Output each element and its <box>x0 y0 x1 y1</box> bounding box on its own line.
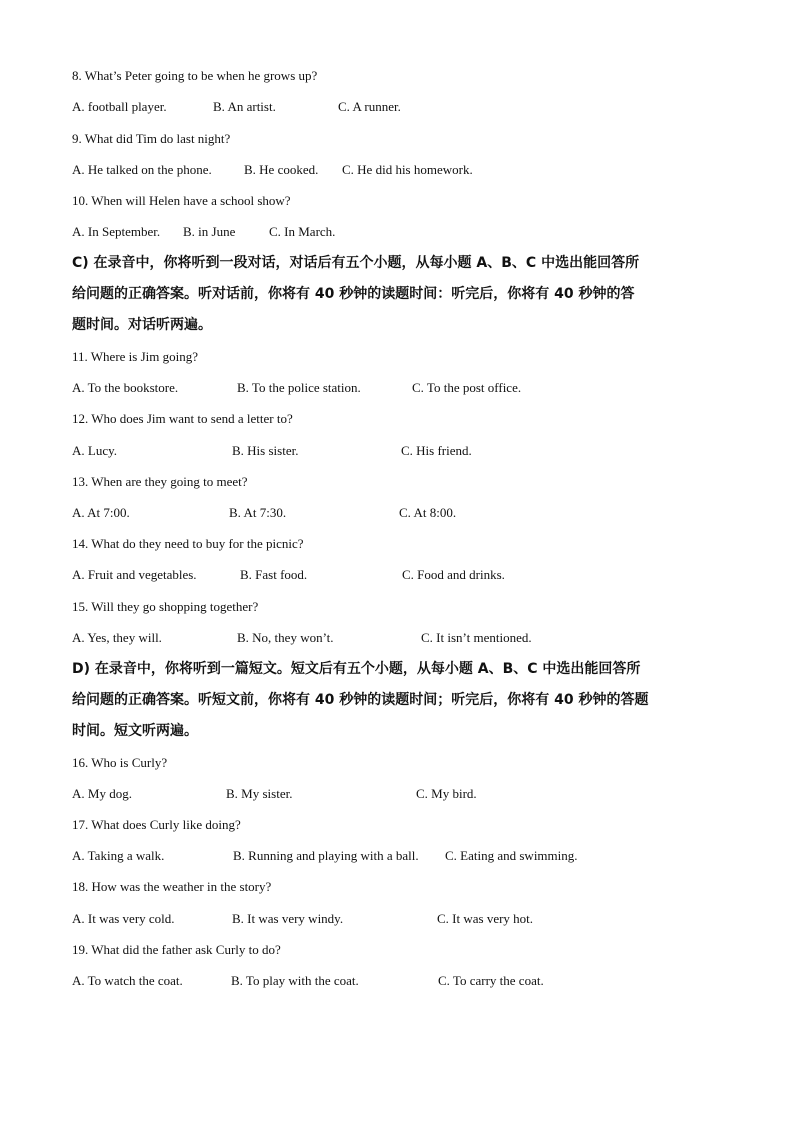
question-16: 16. Who is Curly? <box>72 755 168 770</box>
section-d-line-2: 给问题的正确答案。听短文前，你将有 40 秒钟的读题时间；听完后，你将有 40 秒钟的答题 <box>72 692 649 708</box>
section-c-instructions <box>72 248 722 341</box>
option-a: A. Taking a walk. <box>72 848 165 863</box>
section-c-line-3: 题时间。对话听两遍。 <box>72 317 212 333</box>
option-a: A. To watch the coat. <box>72 973 183 988</box>
option-a: A. At 7:00. <box>72 505 130 520</box>
option-b: B. It was very windy. <box>232 911 344 926</box>
option-b: B. in June <box>183 224 236 239</box>
question-17: 17. What does Curly like doing? <box>72 817 241 832</box>
option-c: C. In March. <box>269 224 336 239</box>
option-c: C. A runner. <box>338 99 401 114</box>
option-a: A. My dog. <box>72 786 132 801</box>
option-a: A. To the bookstore. <box>72 380 179 395</box>
option-a: A. Fruit and vegetables. <box>72 567 197 582</box>
option-b: B. To play with the coat. <box>231 973 359 988</box>
option-c: C. My bird. <box>416 786 477 801</box>
section-c-line-1: C) 在录音中，你将听到一段对话，对话后有五个小题，从每小题 A、B、C 中选出能回答所 <box>72 255 640 271</box>
option-a: A. It was very cold. <box>72 911 175 926</box>
option-c: C. At 8:00. <box>399 505 457 520</box>
section-d-line-1: D) 在录音中，你将听到一篇短文。短文后有五个小题，从每小题 A、B、C 中选出能回答所 <box>72 661 641 677</box>
question-10: 10. When will Helen have a school show? <box>72 193 291 208</box>
question-14: 14. What do they need to buy for the picnic? <box>72 536 304 551</box>
option-b: B. His sister. <box>232 443 299 458</box>
option-b: B. To the police station. <box>237 380 361 395</box>
option-b: B. Fast food. <box>240 567 308 582</box>
option-b: B. Running and playing with a ball. <box>233 848 419 863</box>
option-b: B. He cooked. <box>244 162 319 177</box>
question-11: 11. Where is Jim going? <box>72 349 199 364</box>
option-c: C. To the post office. <box>412 380 522 395</box>
option-c: C. It was very hot. <box>437 911 534 926</box>
option-c: C. Eating and swimming. <box>445 848 578 863</box>
option-c: C. Food and drinks. <box>402 567 505 582</box>
option-a: A. football player. <box>72 99 167 114</box>
question-19: 19. What did the father ask Curly to do? <box>72 942 281 957</box>
option-c: C. It isn’t mentioned. <box>421 630 532 645</box>
section-d-line-3: 时间。短文听两遍。 <box>72 723 198 739</box>
section-d-instructions <box>72 654 722 747</box>
option-b: B. An artist. <box>213 99 276 114</box>
option-c: C. To carry the coat. <box>438 973 544 988</box>
option-b: B. At 7:30. <box>229 505 287 520</box>
option-a: A. He talked on the phone. <box>72 162 212 177</box>
question-9: 9. What did Tim do last night? <box>72 131 231 146</box>
option-b: B. My sister. <box>226 786 293 801</box>
option-c: C. He did his homework. <box>342 162 473 177</box>
question-13: 13. When are they going to meet? <box>72 474 248 489</box>
option-a: A. Yes, they will. <box>72 630 162 645</box>
question-8: 8. What’s Peter going to be when he grows up? <box>72 68 318 83</box>
section-c-line-2: 给问题的正确答案。听对话前，你将有 40 秒钟的读题时间：听完后，你将有 40 秒钟的答 <box>72 286 635 302</box>
question-15: 15. Will they go shopping together? <box>72 599 259 614</box>
option-b: B. No, they won’t. <box>237 630 334 645</box>
question-12: 12. Who does Jim want to send a letter to? <box>72 411 293 426</box>
option-c: C. His friend. <box>401 443 472 458</box>
option-a: A. In September. <box>72 224 161 239</box>
option-a: A. Lucy. <box>72 443 118 458</box>
question-18: 18. How was the weather in the story? <box>72 879 272 894</box>
